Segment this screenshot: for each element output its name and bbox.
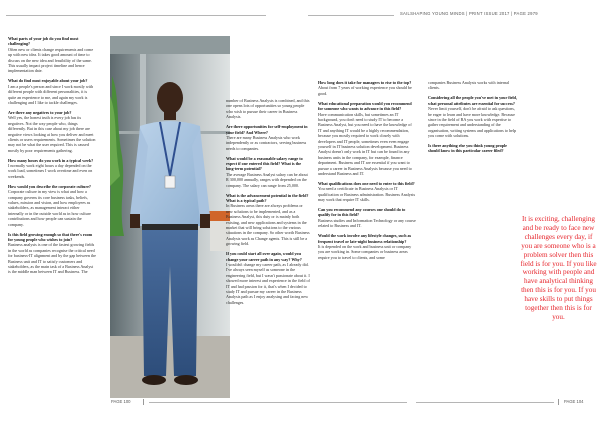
answer-text: About from 7 years of working experience you should be good.: [318, 85, 412, 96]
answer-text: Often new or clients change requirements and come up with new idea. It takes good amount of time to discuss on the new idea and feasibility of the same. This usually impact project timeline and hence implementation date.: [8, 46, 94, 74]
qa-item: [8, 36, 96, 74]
question-heading: What do find most enjoyable about your job?: [8, 78, 88, 84]
column-4: [318, 80, 416, 265]
page-header: [0, 11, 600, 19]
qa-item: [318, 101, 416, 177]
question-heading: Would the work involve any lifestyle changes, such as frequent travel or late-night business relationship?: [318, 233, 412, 244]
qa-item: [226, 156, 310, 188]
answer-text: companies Business Analysts works with internal clients.: [428, 80, 510, 91]
column-1: [8, 36, 96, 279]
qa-item: [226, 124, 310, 151]
footer-right: [416, 398, 596, 408]
qa-item: [428, 143, 518, 154]
answer-text: Never limit yourself, don't be afraid to ask questions, be eager to learn and have more knowledge. Because since in the field of BA you work with expertise to gather requirement and understanding of the organisation, writing systems and applications to help you come with solutions.: [428, 106, 517, 139]
qa-item: [226, 98, 310, 120]
portrait-photo-image: [110, 36, 230, 398]
question-heading: Are there opportunities for self-employment in your field? And Where?: [226, 124, 308, 135]
answer-text: In Business areas there are always problems or new solutions to be implemented, and as a Business Analyst, this duty or is mainly both existing, and new applications and systems in the market that will bring solutions to the various situations in the company. So other worth Business Analysts work as Change agents. This is still be a growing field.: [226, 203, 310, 247]
column-5: [428, 80, 518, 158]
question-heading: How many hours do you work in a typical week?: [8, 157, 94, 163]
answer-text: I am a people's person and since I work mostly with different people with different personalities, it is quite an experience to me, and again my work is challenging and I like to tackle challenges.: [8, 83, 94, 105]
question-heading: What is the advancement potential in the field? What is a typical path?: [226, 192, 309, 203]
answer-text: The average Business Analyst salary can be about R 300,000 annually, ranges with depended on the company. The salary can range from 25,000.: [226, 171, 308, 188]
qa-item: [8, 232, 96, 275]
qa-item: [226, 251, 310, 305]
answer-text: Corporate culture in my view is what and how a company governs its core business tasks, beliefs, values, mission and vision, and how employees as stakeholders, as management interact either internally or in the outside world as in how culture contributions and how people can sustain the company.: [8, 189, 91, 227]
qa-item: [318, 207, 416, 229]
answer-text: I wouldn't change my career path, as I already did. I've always seen myself as someone in the engineering field, but I wasn't passionate about it. I showed more interest and experience in the field of IT and had passion for it, that's when I decided to study IT and pursue my career in the Business Analysis path as I enjoy analysing and facing new challenges.: [226, 261, 310, 305]
qa-item: [428, 95, 518, 138]
question-heading: If you could start all over again, would you change your career path in any way? Why?: [226, 251, 302, 262]
qa-item: [428, 80, 518, 91]
pull-quote: It is exciting, challenging and be ready to face new challenges every day, if you are someone who is a problem solver then this field is for you. If you like working with people and have analytical thinking then this is for you. If you have skills to put things together then this is for you.: [520, 215, 597, 321]
question-heading: What parts of your job do you find most challenging?: [8, 36, 79, 47]
answer-text: Have communication skills, but sometimes an IT background, you don't need to study IT to become a Business Analyst, but you need to have the knowledge of IT and anything IT would be a highly recommendation, because you mostly required to work closely with developers and IT people, sometimes even even engage yourself in IT business solution development. Business Analyst doesn't only work in IT but can be found in any business units in the company, for example, finance department. Business and IT are essential if you want to pursue a career in Business Analysis because you need to understand Business and IT.: [318, 111, 412, 176]
footer-left-rule: [149, 402, 407, 403]
column-3: [226, 98, 310, 310]
answer-text: There are many Business Analysts who work independently or as contractors, serving business needs to companies.: [226, 134, 307, 151]
header-rule-right: [308, 15, 394, 16]
qa-item: [8, 110, 96, 153]
question-heading: How would you describe the corporate culture?: [8, 183, 91, 189]
answer-text: Business studies and Information Technology or any course related to Business and IT.: [318, 217, 416, 229]
qa-item: [8, 158, 96, 180]
qa-item: [318, 80, 416, 96]
question-heading: Is this field growing enough so that there's room for young people who wishes to join?: [8, 231, 93, 242]
footer-right-rule: [416, 402, 554, 403]
question-heading: How long does it take for managers to rise to the top?: [318, 80, 412, 85]
answer-text: number of Business Analysts is combined, and this one opens lots of opportunities so young people who wish to pursue their career in Business Analysis.: [226, 98, 310, 120]
header-running-title: SAILSHAPING YOUNG MINDS | PRINT ISSUE 2017 | PAGE 2979: [400, 11, 538, 16]
question-heading: Considering all the people you've met in your field, what personal attributes are essential for success?: [428, 95, 517, 106]
answer-text: It is depended on the work and business unit or company you are working in. Some companies or business areas require you to travel to clients, and some: [318, 243, 412, 260]
qa-item: [318, 181, 416, 203]
answer-text: I normally work eight hours a day depended on the work load, sometimes I work overtime and even on weekends.: [8, 163, 93, 179]
answer-text: You need a certificate in Business Analysis or IT qualification or Business administration. Business Analysts may work that require IT skills.: [318, 186, 416, 203]
footer-left: [109, 398, 407, 408]
portrait-photo: [110, 36, 230, 398]
footer-right-divider: [558, 399, 559, 405]
footer-left-divider: [143, 399, 144, 405]
qa-item: [8, 78, 96, 105]
footer-right-page-number: PAGE 104: [564, 399, 584, 404]
qa-item: [318, 233, 416, 260]
question-heading: Is there anything else you think young people should know in this particular career filed?: [428, 143, 507, 154]
question-heading: Can you recommend any courses one should do to qualify for in this field?: [318, 207, 406, 218]
answer-text: Well yes, the honest truth is every job has its negatives. Not the way people who, things differently. But in this case about my job there are negative views looking at how you deliver and meet clients or users requirements. Sometimes the solution may not be what the user required. This is caused mostly by poor requirements gathering.: [8, 115, 96, 153]
header-rule-left: [6, 15, 266, 16]
question-heading: What would be a reasonable salary range to expect if one entered this field? What is the long-term potential?: [226, 155, 303, 172]
question-heading: Are there any negatives to your job?: [8, 109, 72, 115]
qa-item: [226, 193, 310, 247]
qa-item: [8, 184, 96, 227]
answer-text: Business analysis is one of the fastest growing fields in the world as companies recognise the critical need for business-IT alignment and by the gap between the Business unit and IT to satisfy customers and stakeholders, as the main task of a Business Analyst is the middle man between IT and Business. The: [8, 242, 96, 275]
question-heading: What qualifications does one need to enter to this field?: [318, 180, 415, 186]
question-heading: What educational preparation would you recommend for someone who wants to advance in this field?: [318, 100, 412, 112]
footer-left-page-number: PAGE 100: [111, 399, 131, 404]
